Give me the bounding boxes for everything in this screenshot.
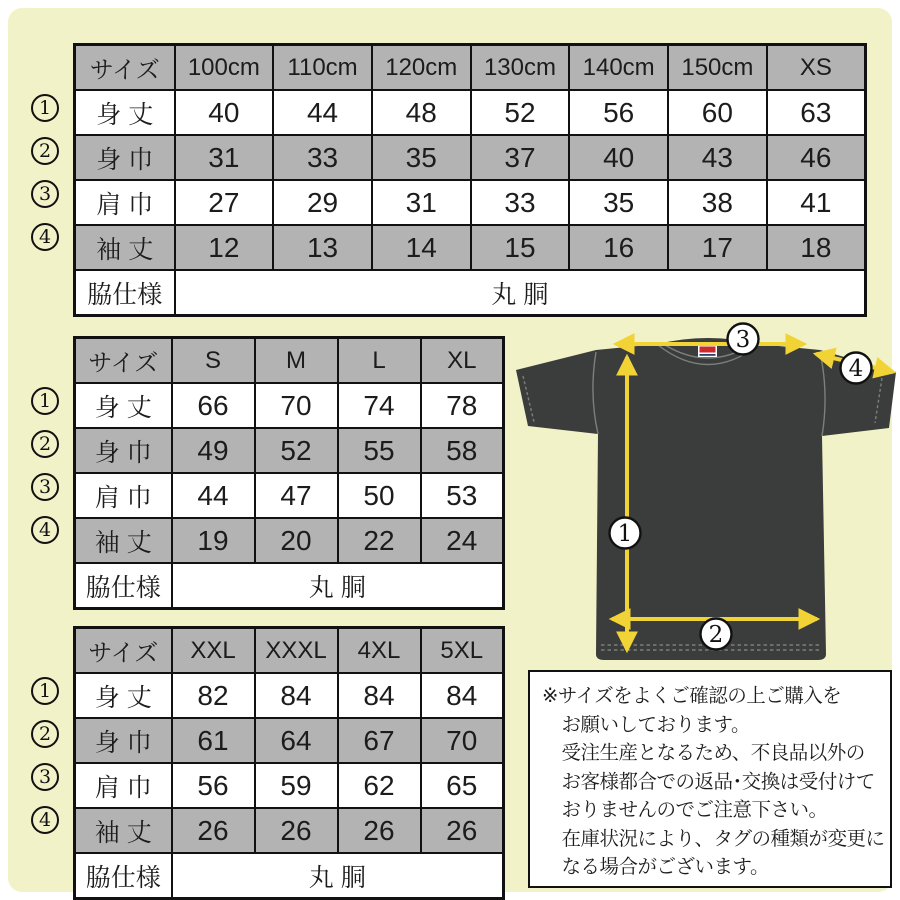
notice-line: ※サイズをよくご確認の上ご購入を	[542, 685, 842, 707]
measurement-value: 38	[668, 180, 767, 225]
measurement-row	[75, 518, 504, 563]
measurement-row	[75, 180, 866, 225]
measurement-value: 66	[172, 383, 255, 428]
measurement-row	[75, 673, 504, 718]
measurement-value: 31	[372, 180, 471, 225]
measurement-row	[75, 135, 866, 180]
measurement-value: 62	[338, 763, 421, 808]
measurement-label: 肩 巾	[75, 763, 172, 808]
measurement-label: 身 丈	[75, 673, 172, 718]
measurement-label: 袖 丈	[75, 518, 172, 563]
row-number-badge: 2	[31, 430, 59, 458]
notice-line: 在庫状況により、タグの種類が変更に	[561, 827, 885, 850]
measurement-value: 31	[175, 135, 274, 180]
header-row	[75, 338, 504, 384]
header-row	[75, 45, 866, 91]
measurement-value: 22	[338, 518, 421, 563]
notice-line: お願いしております。	[561, 713, 750, 736]
size-header-cell: サイズ	[75, 45, 175, 91]
measurement-value: 40	[569, 135, 668, 180]
measurement-value: 26	[172, 808, 255, 853]
measurement-value: 35	[569, 180, 668, 225]
shoulder-width-number: 3	[735, 327, 751, 353]
row-number-badge: 4	[31, 223, 59, 251]
measurement-value: 46	[767, 135, 866, 180]
notice-line: お客様都合での返品･交換は受付けて	[561, 770, 875, 793]
tshirt-measurement-diagram	[508, 304, 900, 669]
measurement-value: 24	[421, 518, 504, 563]
purchase-notice-box	[528, 670, 892, 888]
column-header: L	[338, 338, 421, 384]
column-header: M	[255, 338, 338, 384]
header-row	[75, 628, 504, 674]
side-spec-row	[75, 563, 504, 609]
measurement-value: 64	[255, 718, 338, 763]
column-header: 100cm	[175, 45, 274, 91]
measurement-label: 身 巾	[75, 135, 175, 180]
row-number-badge: 1	[31, 387, 59, 415]
measurement-row	[75, 763, 504, 808]
tshirt-silhouette	[516, 338, 896, 660]
column-header: 130cm	[471, 45, 570, 91]
size-header-cell: サイズ	[75, 338, 172, 384]
row-number-badge: 3	[31, 473, 59, 501]
column-header: 120cm	[372, 45, 471, 91]
measurement-value: 50	[338, 473, 421, 518]
measurement-value: 16	[569, 225, 668, 270]
measurement-value: 44	[172, 473, 255, 518]
measurement-value: 59	[255, 763, 338, 808]
measurement-value: 17	[668, 225, 767, 270]
side-spec-row	[75, 853, 504, 899]
measurement-label: 身 丈	[75, 383, 172, 428]
measurement-value: 55	[338, 428, 421, 473]
measurement-label: 身 丈	[75, 90, 175, 135]
measurement-value: 40	[175, 90, 274, 135]
column-header: 5XL	[421, 628, 504, 674]
column-header: S	[172, 338, 255, 384]
measurement-value: 26	[338, 808, 421, 853]
measurement-value: 56	[172, 763, 255, 808]
measurement-value: 26	[421, 808, 504, 853]
measurement-value: 48	[372, 90, 471, 135]
measurement-label: 身 巾	[75, 718, 172, 763]
size-table-block-adult	[31, 336, 505, 602]
sleeve-length-number: 4	[848, 356, 864, 382]
measurement-row	[75, 428, 504, 473]
measurement-value: 12	[175, 225, 274, 270]
side-spec-label: 脇仕様	[75, 853, 172, 899]
row-number-badge: 2	[31, 137, 59, 165]
measurement-value: 26	[255, 808, 338, 853]
row-number-badge: 2	[31, 720, 59, 748]
measurement-row	[75, 383, 504, 428]
side-spec-value: 丸 胴	[175, 270, 866, 316]
column-header: 140cm	[569, 45, 668, 91]
size-header-cell: サイズ	[75, 628, 172, 674]
column-header: 4XL	[338, 628, 421, 674]
measurement-row	[75, 808, 504, 853]
measurement-value: 65	[421, 763, 504, 808]
measurement-value: 20	[255, 518, 338, 563]
measurement-value: 27	[175, 180, 274, 225]
measurement-row	[75, 473, 504, 518]
measurement-value: 84	[338, 673, 421, 718]
measurement-value: 82	[172, 673, 255, 718]
measurement-value: 53	[421, 473, 504, 518]
size-table-block-kids	[31, 43, 868, 309]
column-header: XS	[767, 45, 866, 91]
measurement-value: 84	[421, 673, 504, 718]
column-header: XXXL	[255, 628, 338, 674]
size-table-adult	[73, 336, 505, 610]
measurement-value: 13	[273, 225, 372, 270]
measurement-value: 67	[338, 718, 421, 763]
row-number-badge: 3	[31, 763, 59, 791]
row-number-badge: 1	[31, 94, 59, 122]
measurement-label: 袖 丈	[75, 225, 175, 270]
column-header: XXL	[172, 628, 255, 674]
measurement-value: 56	[569, 90, 668, 135]
measurement-value: 84	[255, 673, 338, 718]
measurement-label: 身 巾	[75, 428, 172, 473]
measurement-value: 74	[338, 383, 421, 428]
measurement-value: 47	[255, 473, 338, 518]
body-length-number: 1	[617, 521, 633, 547]
measurement-row	[75, 718, 504, 763]
row-number-badge: 4	[31, 806, 59, 834]
measurement-value: 19	[172, 518, 255, 563]
size-table-block-big	[31, 626, 505, 892]
measurement-label: 袖 丈	[75, 808, 172, 853]
measurement-value: 70	[421, 718, 504, 763]
measurement-value: 18	[767, 225, 866, 270]
row-number-badge: 1	[31, 677, 59, 705]
column-header: 150cm	[668, 45, 767, 91]
measurement-value: 43	[668, 135, 767, 180]
measurement-value: 37	[471, 135, 570, 180]
side-spec-value: 丸 胴	[172, 853, 504, 899]
measurement-row	[75, 225, 866, 270]
measurement-value: 63	[767, 90, 866, 135]
measurement-value: 58	[421, 428, 504, 473]
measurement-value: 44	[273, 90, 372, 135]
measurement-value: 15	[471, 225, 570, 270]
measurement-value: 33	[471, 180, 570, 225]
measurement-label: 肩 巾	[75, 473, 172, 518]
measurement-value: 35	[372, 135, 471, 180]
column-header: 110cm	[273, 45, 372, 91]
size-table-big	[73, 626, 505, 900]
size-table-kids	[73, 43, 867, 317]
measurement-value: 78	[421, 383, 504, 428]
measurement-value: 52	[471, 90, 570, 135]
notice-line: おりませんのでご注意下さい。	[561, 799, 828, 821]
measurement-value: 14	[372, 225, 471, 270]
measurement-value: 49	[172, 428, 255, 473]
measurement-label: 肩 巾	[75, 180, 175, 225]
side-spec-value: 丸 胴	[172, 563, 504, 609]
body-width-number: 2	[708, 622, 724, 648]
side-spec-label: 脇仕様	[75, 270, 175, 316]
measurement-value: 33	[273, 135, 372, 180]
measurement-value: 41	[767, 180, 866, 225]
measurement-row	[75, 90, 866, 135]
row-number-badge: 4	[31, 516, 59, 544]
measurement-value: 61	[172, 718, 255, 763]
measurement-value: 70	[255, 383, 338, 428]
notice-line: 受注生産となるため、不良品以外の	[561, 742, 865, 764]
side-spec-label: 脇仕様	[75, 563, 172, 609]
row-number-badge: 3	[31, 180, 59, 208]
notice-line: なる場合がございます。	[561, 856, 769, 878]
chart-panel	[8, 8, 892, 892]
brand-tag	[698, 345, 717, 357]
measurement-value: 29	[273, 180, 372, 225]
column-header: XL	[421, 338, 504, 384]
measurement-value: 60	[668, 90, 767, 135]
measurement-value: 52	[255, 428, 338, 473]
